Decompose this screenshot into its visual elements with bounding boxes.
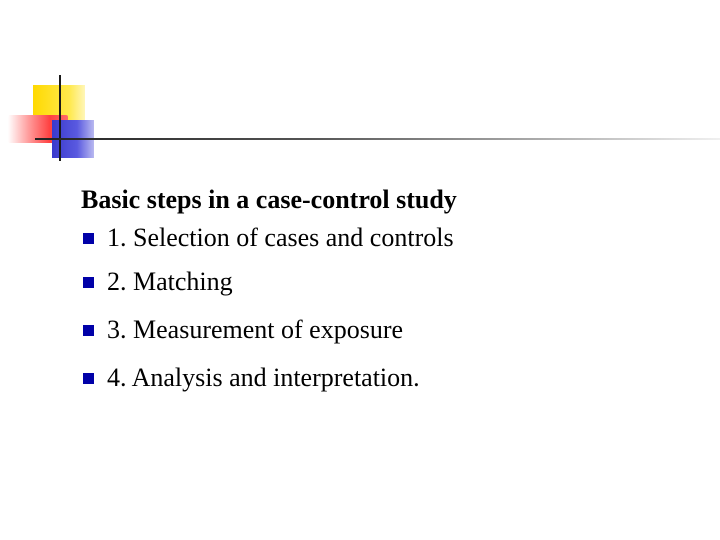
title-divider-line xyxy=(35,138,720,140)
slide-body xyxy=(81,182,701,402)
list-item-text: 2. Matching xyxy=(107,267,233,296)
slide-heading: Basic steps in a case-control study xyxy=(81,185,457,214)
square-bullet-icon xyxy=(83,277,94,288)
list-item-text: 3. Measurement of exposure xyxy=(107,315,404,344)
square-bullet-icon xyxy=(83,325,94,336)
list-item-text: 4. Analysis and interpretation. xyxy=(107,363,420,392)
square-bullet-icon xyxy=(83,233,94,244)
steps-list xyxy=(81,218,701,402)
list-item xyxy=(81,218,701,258)
list-item xyxy=(81,306,701,354)
list-item-text: 1. Selection of cases and controls xyxy=(107,223,454,252)
square-bullet-icon xyxy=(83,373,94,384)
ornament-vertical-line xyxy=(59,75,61,161)
list-item xyxy=(81,354,701,402)
list-item xyxy=(81,258,701,306)
